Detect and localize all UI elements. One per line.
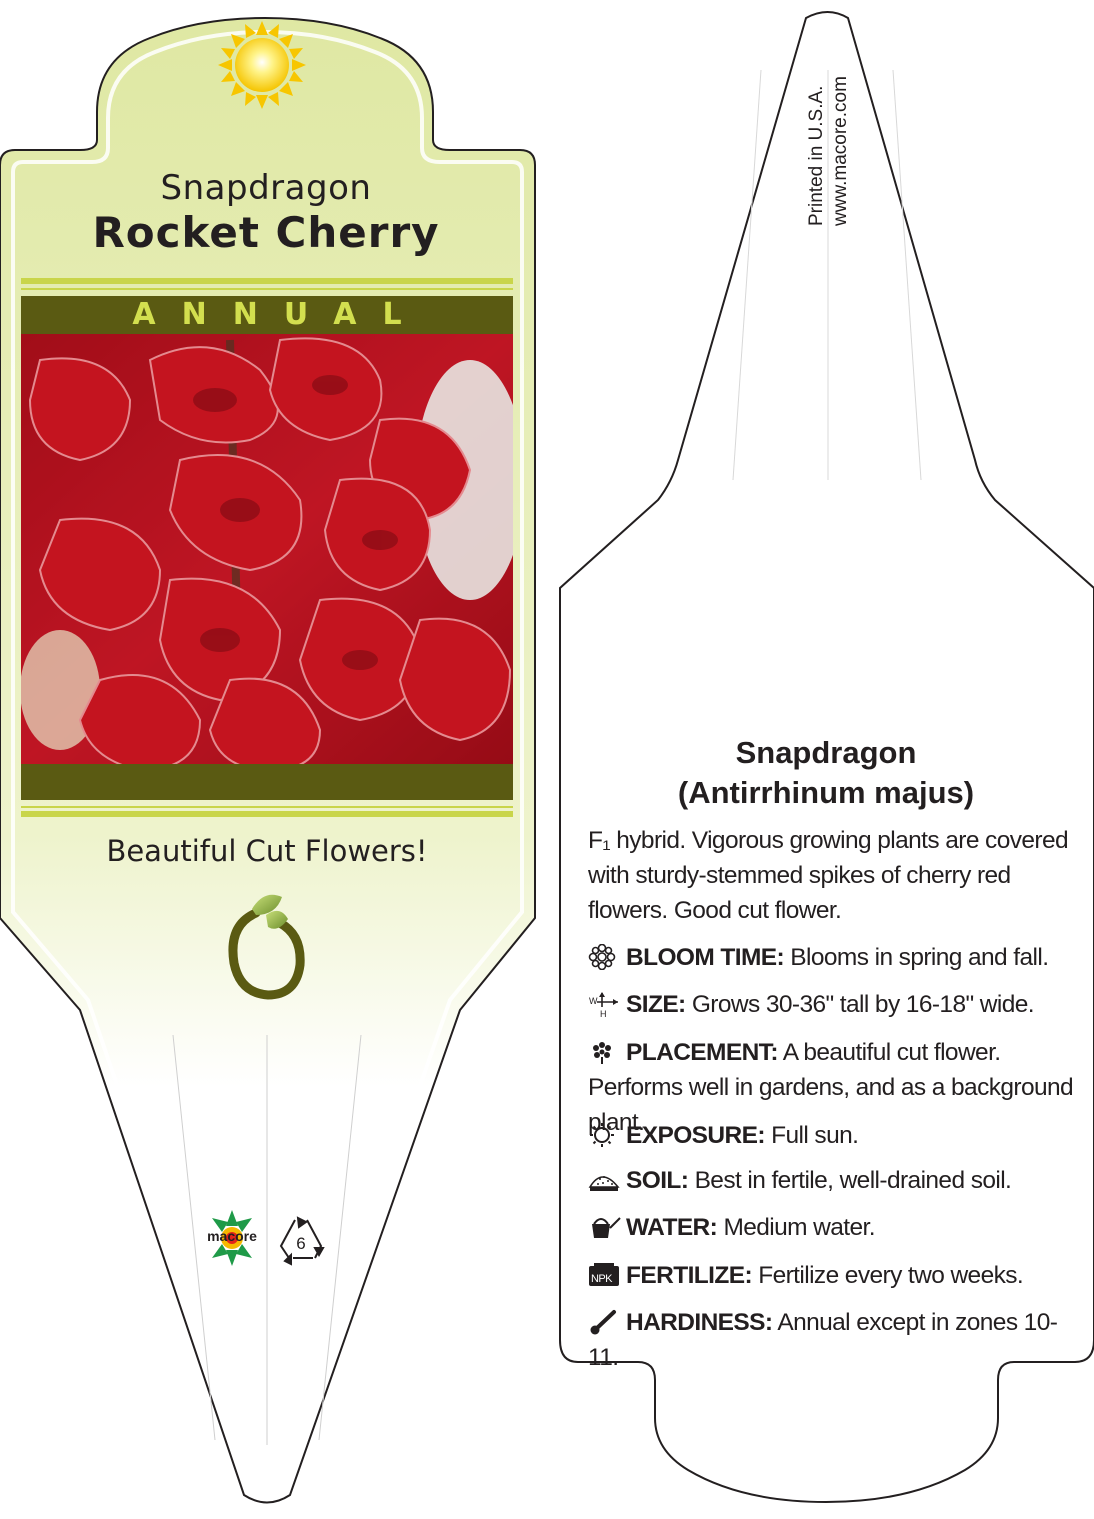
placement-icon [588, 1039, 622, 1065]
detail-text: Annual except in zones 10-11. [588, 1309, 1058, 1371]
exposure-sun-icon [588, 1122, 622, 1148]
detail-exposure [588, 1118, 1080, 1153]
variety-name: Rocket Cherry [92, 208, 440, 257]
detail-label: SOIL: [626, 1167, 689, 1194]
watering-can-icon [588, 1214, 622, 1240]
detail-label: FERTILIZE: [626, 1262, 753, 1289]
npk-glyph: NPK [591, 1273, 612, 1285]
detail-fertilize [588, 1258, 1080, 1293]
size-icon [588, 991, 622, 1017]
detail-water [588, 1210, 1080, 1245]
detail-text: Medium water. [723, 1214, 875, 1241]
recycle-code: 6 [296, 1234, 306, 1253]
brand-name: macore [207, 1228, 257, 1244]
printed-in-usa: Printed in U.S.A. [806, 85, 827, 226]
detail-size [588, 987, 1080, 1022]
botanical-name: (Antirrhinum majus) [677, 775, 975, 810]
flower-photo [20, 334, 525, 770]
detail-hardiness [588, 1305, 1080, 1375]
thermometer-icon [588, 1309, 622, 1335]
detail-text: Best in fertile, well-drained soil. [694, 1167, 1012, 1194]
detail-text: Full sun. [771, 1122, 859, 1149]
detail-text: Blooms in spring and fall. [790, 944, 1049, 971]
detail-text: A beautiful cut flower. Performs well in gardens, and as a background plant. [588, 1039, 1074, 1136]
category-label: ANNUAL [132, 297, 428, 332]
bloom-time-icon [588, 944, 622, 970]
detail-soil [588, 1163, 1080, 1198]
detail-label: BLOOM TIME: [626, 944, 785, 971]
size-w-glyph: W [589, 996, 597, 1006]
plant-name: Snapdragon [735, 735, 917, 770]
detail-label: EXPOSURE: [626, 1122, 765, 1149]
sun-icon [218, 21, 306, 109]
common-name: Snapdragon [160, 168, 372, 208]
npk-fertilizer-icon [588, 1262, 622, 1288]
detail-label: PLACEMENT: [626, 1039, 778, 1066]
detail-text: Fertilize every two weeks. [758, 1262, 1024, 1289]
tagline: Beautiful Cut Flowers! [106, 834, 428, 868]
detail-label: WATER: [626, 1214, 718, 1241]
detail-text: Grows 30-36" tall by 16-18" wide. [691, 991, 1034, 1018]
size-h-glyph: H [600, 1009, 606, 1017]
detail-label: SIZE: [626, 991, 686, 1018]
detail-label: HARDINESS: [626, 1309, 773, 1336]
website: www.macore.com [830, 76, 851, 226]
plant-description: F₁ hybrid. Vigorous growing plants are covered with sturdy-stemmed spikes of cherry red flowers. Good cut flower. [588, 827, 1069, 924]
soil-icon [588, 1167, 622, 1193]
plant-heading [560, 733, 1092, 813]
detail-bloom-time [588, 940, 1080, 975]
